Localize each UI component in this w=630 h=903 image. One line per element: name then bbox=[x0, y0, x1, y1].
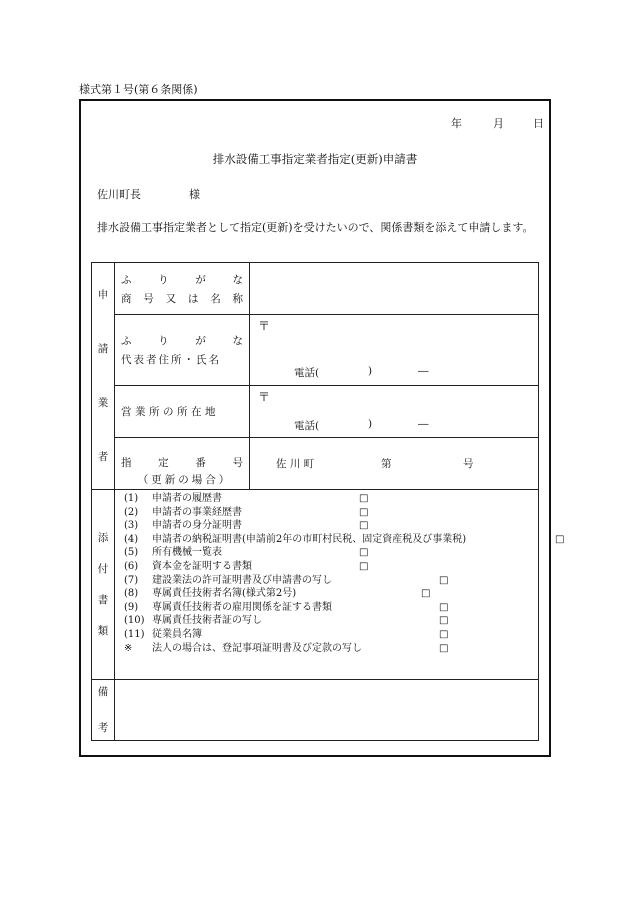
representative-label bbox=[115, 315, 250, 386]
furigana-label bbox=[121, 272, 249, 287]
side-char: 業 bbox=[97, 397, 109, 409]
designation-town: 佐 川 町 bbox=[276, 458, 315, 470]
rep-phone-line bbox=[294, 365, 429, 380]
attachment-text: 建設業法の許可証明書及び申請書の写し bbox=[152, 574, 332, 586]
attachment-item bbox=[124, 560, 538, 574]
form-number-label: 様式第１号(第６条関係) bbox=[79, 83, 198, 96]
phone-label: 電話( bbox=[294, 367, 320, 379]
side-char: 添 bbox=[97, 532, 109, 544]
postal-mark: 〒 bbox=[258, 319, 271, 333]
addressee bbox=[97, 186, 200, 202]
attachment-text: 申請者の身分証明書 bbox=[152, 520, 242, 532]
attachment-item bbox=[124, 642, 538, 656]
attachment-checkbox[interactable]: □ bbox=[555, 533, 565, 545]
attachment-checkbox[interactable]: □ bbox=[359, 520, 369, 532]
side-char: 申 bbox=[97, 289, 109, 301]
trade-name-text bbox=[121, 291, 249, 306]
attachment-item bbox=[124, 492, 538, 506]
attachment-text: 従業員名簿 bbox=[152, 628, 202, 640]
label-char: り bbox=[158, 335, 169, 347]
attachment-item bbox=[124, 546, 538, 560]
date-day: 日 bbox=[533, 117, 544, 130]
addressee-honorific: 様 bbox=[189, 188, 200, 201]
label-char: 又 bbox=[165, 292, 177, 305]
attachment-checkbox[interactable]: □ bbox=[359, 547, 369, 559]
label-char: ふ bbox=[121, 273, 132, 286]
phone-close: ) bbox=[368, 418, 373, 430]
attachment-checkbox[interactable]: □ bbox=[359, 506, 369, 518]
label-char: な bbox=[232, 273, 243, 286]
attachment-number: (6) bbox=[124, 560, 139, 572]
side-char: 書 bbox=[97, 594, 109, 606]
attachment-text: 申請者の納税証明書(申請前2年の市町村民税、固定資産税及び事業税) bbox=[152, 533, 467, 545]
representative-field[interactable] bbox=[250, 315, 539, 386]
attachment-item bbox=[124, 628, 538, 642]
phone-label: 電話( bbox=[294, 420, 320, 432]
attachment-item bbox=[124, 601, 538, 615]
side-char: 備 bbox=[97, 686, 109, 698]
trade-name-field[interactable] bbox=[250, 263, 539, 315]
designation-label-text bbox=[121, 455, 249, 470]
phone-close: ) bbox=[368, 365, 373, 377]
rep-label-text: 代表者住所・氏名 bbox=[121, 354, 221, 366]
attachment-number: (3) bbox=[124, 520, 139, 532]
office-location-field[interactable] bbox=[250, 386, 539, 438]
label-char: り bbox=[158, 273, 169, 286]
attachment-number: (10) bbox=[124, 615, 145, 627]
attachment-checkbox[interactable]: □ bbox=[439, 628, 449, 640]
attachment-checkbox[interactable]: □ bbox=[421, 588, 431, 600]
attachment-item bbox=[124, 614, 538, 628]
date-line bbox=[451, 115, 544, 131]
label-char: 号 bbox=[143, 292, 154, 305]
attachment-checkbox[interactable]: □ bbox=[439, 574, 449, 586]
attachment-item bbox=[124, 574, 538, 588]
attachment-checkbox[interactable]: □ bbox=[439, 615, 449, 627]
postal-mark: 〒 bbox=[258, 390, 271, 404]
attachment-item bbox=[124, 519, 538, 533]
attachment-text: 申請者の事業経歴書 bbox=[152, 506, 242, 518]
side-char: 類 bbox=[97, 625, 109, 637]
label-char: ふ bbox=[121, 335, 132, 347]
attachments-list-cell bbox=[115, 490, 565, 680]
date-month: 月 bbox=[493, 117, 504, 130]
designation-dai: 第 bbox=[381, 458, 392, 470]
office-location-label bbox=[115, 386, 250, 438]
remarks-side-label bbox=[92, 680, 115, 741]
label-char: 称 bbox=[232, 292, 243, 305]
designation-number-field[interactable] bbox=[250, 438, 539, 490]
designation-go: 号 bbox=[463, 458, 474, 470]
request-statement: 排水設備工事指定業者として指定(更新)を受けたいので、関係書類を添えて申請します。 bbox=[97, 221, 534, 234]
label-char: 定 bbox=[158, 456, 169, 469]
attachments-list bbox=[115, 490, 565, 657]
attachment-checkbox[interactable]: □ bbox=[439, 601, 449, 613]
attachment-number: (2) bbox=[124, 506, 139, 518]
side-char: 者 bbox=[97, 451, 109, 463]
attachment-number: (7) bbox=[124, 574, 139, 586]
attachment-number: (4) bbox=[124, 533, 139, 545]
attachment-text: 資本金を証明する書類 bbox=[152, 560, 252, 572]
side-char: 考 bbox=[97, 722, 109, 734]
renewal-note: （更新の場合） bbox=[137, 473, 233, 486]
attachment-item bbox=[124, 506, 538, 520]
attachment-number: (8) bbox=[124, 588, 139, 600]
side-char: 付 bbox=[97, 563, 109, 575]
phone-dash: ― bbox=[418, 365, 429, 377]
attachment-number: (5) bbox=[124, 547, 139, 559]
label-char: が bbox=[195, 273, 206, 286]
label-char: 商 bbox=[121, 292, 132, 305]
attachment-item bbox=[124, 533, 565, 547]
attachment-text: 専属責任技術者証の写し bbox=[152, 615, 262, 627]
side-char: 請 bbox=[97, 343, 109, 355]
designation-number-label bbox=[115, 438, 250, 490]
attachment-checkbox[interactable]: □ bbox=[359, 493, 369, 504]
attachment-checkbox[interactable]: □ bbox=[359, 560, 369, 572]
attachment-number: (1) bbox=[124, 493, 139, 504]
addressee-name: 佐川町長 bbox=[97, 188, 141, 201]
attachment-number: (9) bbox=[124, 601, 139, 613]
phone-dash: ― bbox=[418, 418, 429, 430]
attachment-number: ※ bbox=[124, 642, 133, 654]
label-char: 番 bbox=[195, 456, 206, 469]
applicant-side-label bbox=[92, 263, 115, 490]
attachments-side-label bbox=[92, 490, 115, 680]
attachment-text: 所有機械一覧表 bbox=[152, 547, 222, 559]
date-year: 年 bbox=[451, 117, 462, 130]
attachment-number: (11) bbox=[124, 628, 145, 640]
remarks-field[interactable] bbox=[115, 680, 539, 741]
attachment-text: 法人の場合は、登記事項証明書及び定款の写し bbox=[152, 642, 362, 654]
office-label-text: 営業所の所在地 bbox=[121, 406, 219, 418]
document-title: 排水設備工事指定業者指定(更新)申請書 bbox=[212, 152, 418, 166]
label-char: が bbox=[195, 335, 206, 347]
attachment-checkbox[interactable]: □ bbox=[439, 642, 449, 654]
trade-name-label bbox=[115, 263, 250, 315]
label-char: 名 bbox=[210, 292, 221, 305]
attachment-text: 専属責任技術者名簿(様式第2号) bbox=[152, 588, 297, 600]
label-char: な bbox=[232, 335, 243, 347]
furigana-label bbox=[121, 333, 249, 348]
label-char: 指 bbox=[121, 456, 132, 469]
label-char: は bbox=[187, 292, 199, 305]
label-char: 号 bbox=[232, 456, 243, 469]
office-phone-line bbox=[294, 418, 429, 433]
attachment-text: 専属責任技術者の雇用関係を証する書類 bbox=[152, 601, 332, 613]
application-table bbox=[91, 262, 565, 741]
attachment-text: 申請者の履歴書 bbox=[152, 493, 222, 504]
attachment-item bbox=[124, 587, 538, 601]
